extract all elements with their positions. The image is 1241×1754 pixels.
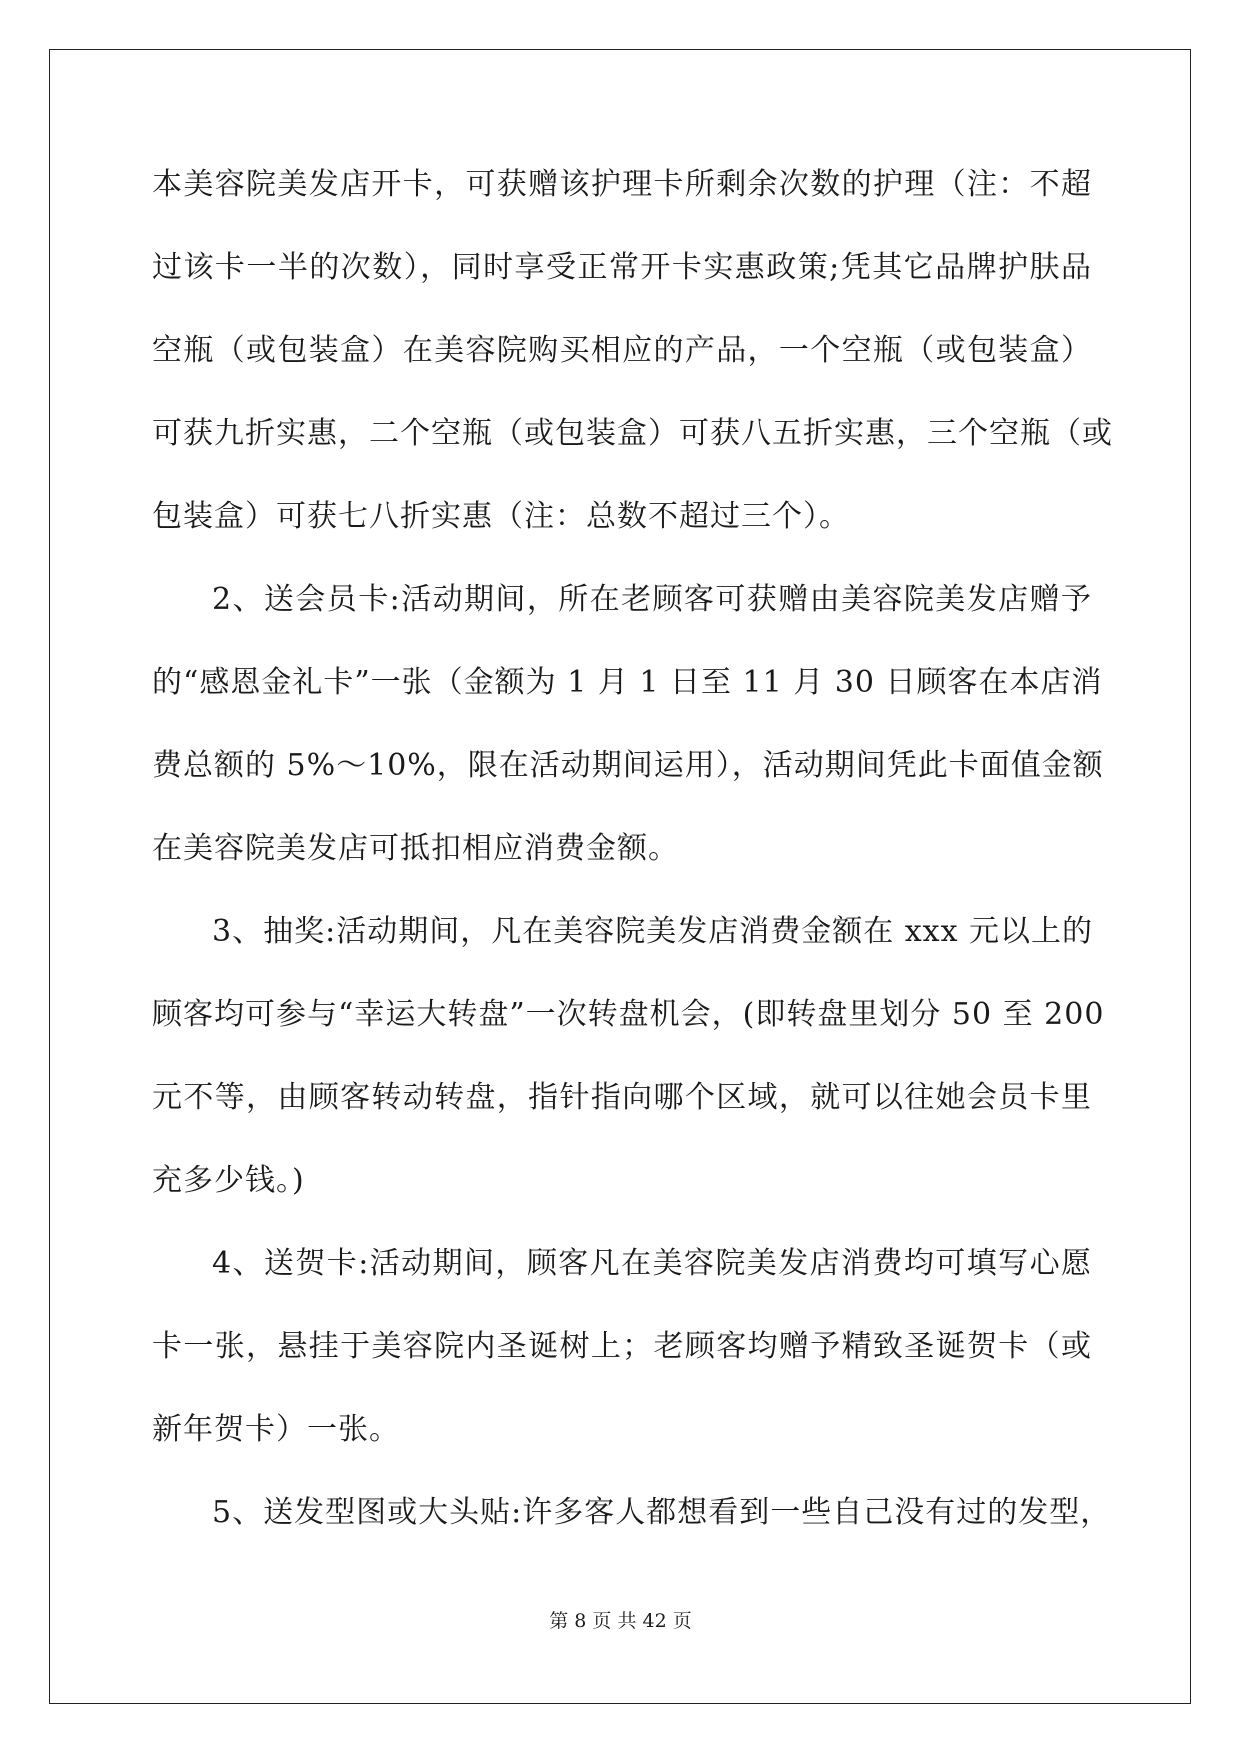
text-line: 费总额的 5%～10%，限在活动期间运用），活动期间凭此卡面值金额 xyxy=(152,748,1104,783)
text-line: 新年贺卡）一张。 xyxy=(152,1412,400,1447)
text-line: 在美容院美发店可抵扣相应消费金额。 xyxy=(152,831,679,866)
page-footer: 第 8 页 共 42 页 xyxy=(549,1610,692,1632)
text-line: 本美容院美发店开卡，可获赠该护理卡所剩余次数的护理（注：不超 xyxy=(152,167,1092,202)
text-line-item-3: 3、抽奖:活动期间，凡在美容院美发店消费金额在 xxx 元以上的 xyxy=(212,914,1094,949)
text-line-item-2: 2、送会员卡:活动期间，所在老顾客可获赠由美容院美发店赠予 xyxy=(212,582,1092,617)
text-line: 可获九折实惠，二个空瓶（或包装盒）可获八五折实惠，三个空瓶（或 xyxy=(152,416,1113,451)
document-body xyxy=(152,160,1113,1571)
text-line: 包装盒）可获七八折实惠（注：总数不超过三个）。 xyxy=(152,499,850,534)
text-line: 顾客均可参与“幸运大转盘”一次转盘机会，(即转盘里划分 50 至 200 xyxy=(152,997,1105,1032)
text-line: 元不等，由顾客转动转盘，指针指向哪个区域，就可以往她会员卡里 xyxy=(152,1080,1092,1115)
text-line: 的“感恩金礼卡”一张（金额为 1 月 1 日至 11 月 30 日顾客在本店消 xyxy=(152,665,1103,700)
text-line: 充多少钱。) xyxy=(152,1163,305,1198)
text-line: 过该卡一半的次数），同时享受正常开卡实惠政策;凭其它品牌护肤品 xyxy=(152,250,1092,285)
text-line-item-5: 5、送发型图或大头贴:许多客人都想看到一些自己没有过的发型， xyxy=(212,1495,1112,1530)
text-line-item-4: 4、送贺卡:活动期间，顾客凡在美容院美发店消费均可填写心愿 xyxy=(212,1246,1092,1281)
text-line: 空瓶（或包装盒）在美容院购买相应的产品，一个空瓶（或包装盒） xyxy=(152,333,1092,368)
text-line: 卡一张，悬挂于美容院内圣诞树上；老顾客均赠予精致圣诞贺卡（或 xyxy=(152,1329,1092,1364)
